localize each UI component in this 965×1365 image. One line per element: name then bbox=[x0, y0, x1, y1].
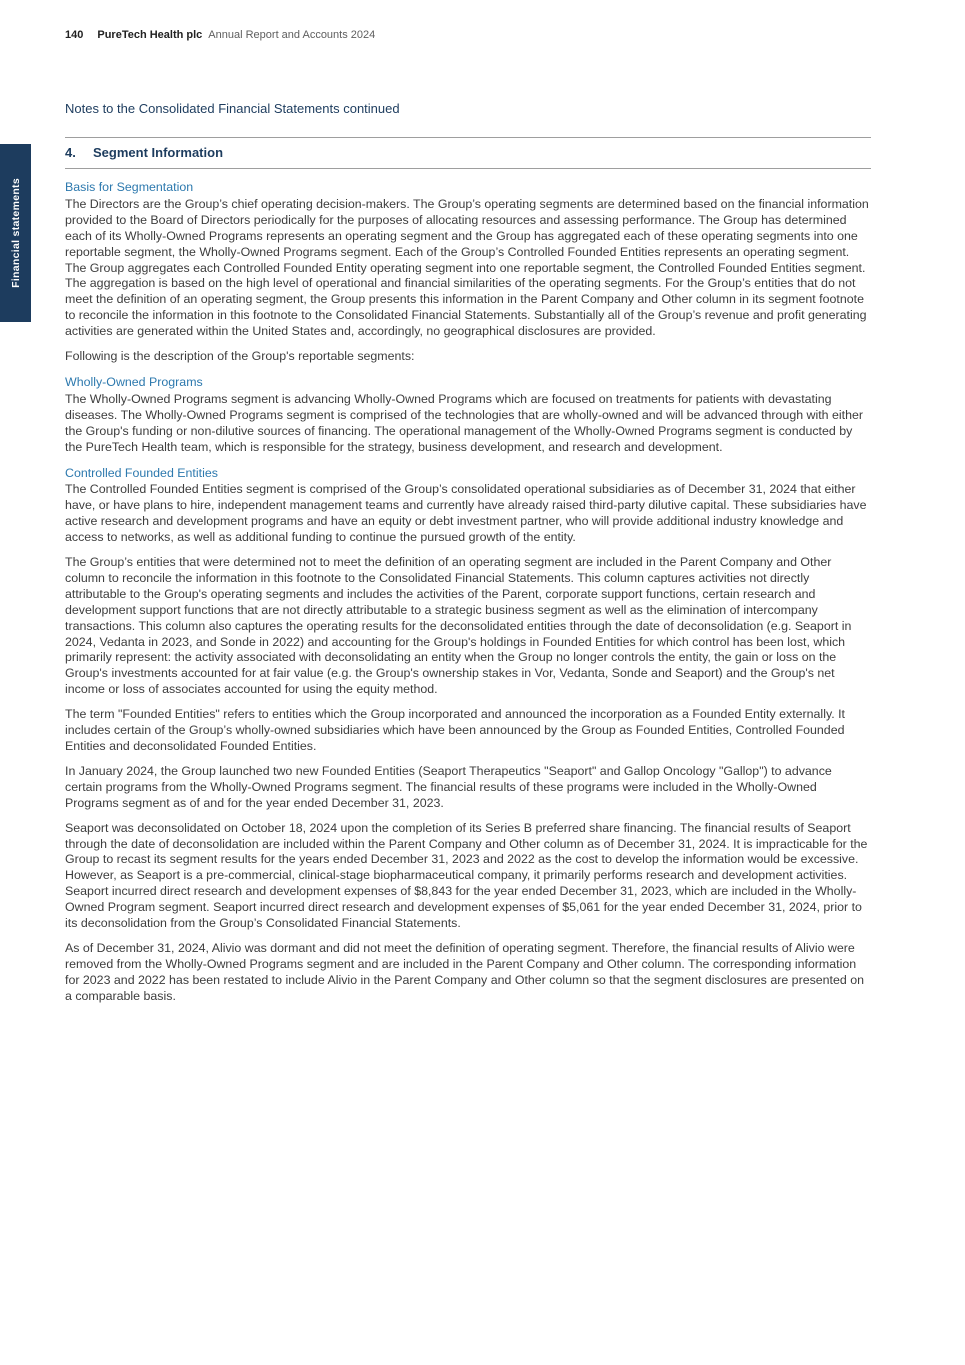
paragraph-controlled-founded-entities: The Controlled Founded Entities segment is comprised of the Group’s consolidated operational subsidiaries as of December 31, 2024 that either have, or have plans to hire, independent management teams and currently have already raised third-party dilutive capital. These subsidiaries have active research and development programs and have an equity or debt investment partner, who will provide additional industry knowledge and access to networks, as well as additional funding to continue the pursued growth of the entity. bbox=[65, 482, 867, 545]
running-header bbox=[65, 29, 375, 41]
paragraph-parent-company-other: The Group’s entities that were determined not to meet the definition of an operating segment are included in the Parent Company and Other column to reconcile the information in this footnote to the Consolidated Financial Statements. This column captures activities not directly attributable to the Group's operating segments and includes the activities of the Parent, corporate support functions, certain research and development support functions that are not directly attributable to a strategic business segment as well as the elimination of intercompany transactions. This column also captures the operating results for the deconsolidated entities through the date of deconsolidation (e.g. Seaport in 2024, Vedanta in 2023, and Sonde in 2022) and accounting for the Group's holdings in Founded Entities for which control has been lost, which primarily represent: the activity associated with deconsolidating an entity when the Group no longer controls the entity, the gain or loss on the Group's investments accounted for at fair value (e.g. the Group's ownership stakes in Vor, Vedanta, Sonde and Seaport) and the Group's net income or loss of associates accounted for using the equity method. bbox=[65, 555, 852, 697]
notes-continued-title: Notes to the Consolidated Financial Statements continued bbox=[65, 101, 400, 116]
main-content bbox=[65, 101, 871, 1014]
paragraph-january-2024-launch: In January 2024, the Group launched two new Founded Entities (Seaport Therapeutics "Seaport" and Gallop Oncology "Gallop") to advance certain programs from the Wholly-Owned Programs segment. The financial results of these programs were included in the Wholly-Owned Programs segment as of and for the year ended December 31, 2023. bbox=[65, 763, 832, 810]
paragraph-following-description: Following is the description of the Group's reportable segments: bbox=[65, 349, 415, 364]
paragraph-wholly-owned-programs: The Wholly-Owned Programs segment is advancing Wholly-Owned Programs which are focused on treatments for patients with devastating diseases. The Wholly-Owned Programs segment is comprised of the technologies that are wholly-owned and will be advanced through with either the Group's funding or non-dilutive sources of financing. The operational management of the Wholly-Owned Programs segment is conducted by the PureTech Health team, which is responsible for the strategy, business development, and research and development. bbox=[65, 391, 864, 454]
section-heading bbox=[65, 137, 871, 169]
subheading-wholly-owned-programs: Wholly-Owned Programs bbox=[65, 374, 203, 389]
page-number: 140 bbox=[65, 29, 84, 41]
paragraph-basis-for-segmentation: The Directors are the Group’s chief operating decision-makers. The Group’s operating segments are determined based on the financial information provided to the Board of Directors periodically for the purposes of allocating resources and assessing performance. The Group has determined each of its Wholly-Owned Programs represents an operating segment and the Group has aggregated each of these operating segments into one reportable segment, the Wholly-Owned Programs segment. Each of the Group’s Controlled Founded Entities represents an operating segment. The Group aggregates each Controlled Founded Entity operating segment into one reportable segment, the Controlled Founded Entities segment. The aggregation is based on the high level of operational and financial similarities of the operating segments. For the Group’s entities that do not meet the definition of an operating segment, the Group presents this information in the Parent Company and Other column in its segment footnote to reconcile the information in this footnote to the Consolidated Financial Statements. Substantially all of the Group’s revenue and profit generating activities are generated within the United States and, accordingly, no geographical disclosures are provided. bbox=[65, 196, 869, 339]
sidebar-tab-financial-statements bbox=[0, 144, 31, 322]
subheading-basis-for-segmentation: Basis for Segmentation bbox=[65, 180, 194, 194]
paragraph-seaport-deconsolidation: Seaport was deconsolidated on October 18, 2024 upon the completion of its Series B preferred share financing. The financial results of Seaport through the date of deconsolidation are included within the Parent Company and Other column as of December 31, 2024. It is impracticable for the Group to recast its segment results for the years ended December 31, 2023 and 2022 as the cost to develop the information would be excessive. However, as Seaport is a pre-commercial, clinical-stage biopharmaceutical company, it primarily performs research and development activities. Seaport incurred direct research and development expenses of $8,843 for the year ended December 31, 2023, which are included in the Wholly-Owned Program segment. Seaport incurred direct research and development expenses of $5,061 for the year ended December 31, 2024, prior to its deconsolidation from the Group’s Consolidated Financial Statements. bbox=[65, 820, 868, 931]
company-name: PureTech Health plc bbox=[97, 29, 203, 41]
sidebar-tab-label: Financial statements bbox=[9, 178, 22, 288]
section-title: Segment Information bbox=[93, 145, 224, 160]
paragraph-alivio-dormant: As of December 31, 2024, Alivio was dormant and did not meet the definition of operating segment. Therefore, the financial results of Alivio were removed from the Wholly-Owned Programs segment and are included in the Parent Company and Other column. The corresponding information for 2023 and 2022 has been restated to include Alivio in the Parent Company and Other column so that the segment disclosures are presented on a comparable basis. bbox=[65, 940, 865, 1003]
subheading-controlled-founded-entities: Controlled Founded Entities bbox=[65, 465, 218, 480]
report-title: Annual Report and Accounts 2024 bbox=[208, 29, 376, 41]
paragraph-founded-entities-term: The term "Founded Entities" refers to entities which the Group incorporated and announced the incorporation as a Founded Entity externally. It includes certain of the Group’s wholly-owned subsidiaries which have been announced by the Group as Founded Entities, Controlled Founded Entities and deconsolidated Founded Entities. bbox=[65, 707, 845, 753]
section-number: 4. bbox=[65, 145, 76, 160]
